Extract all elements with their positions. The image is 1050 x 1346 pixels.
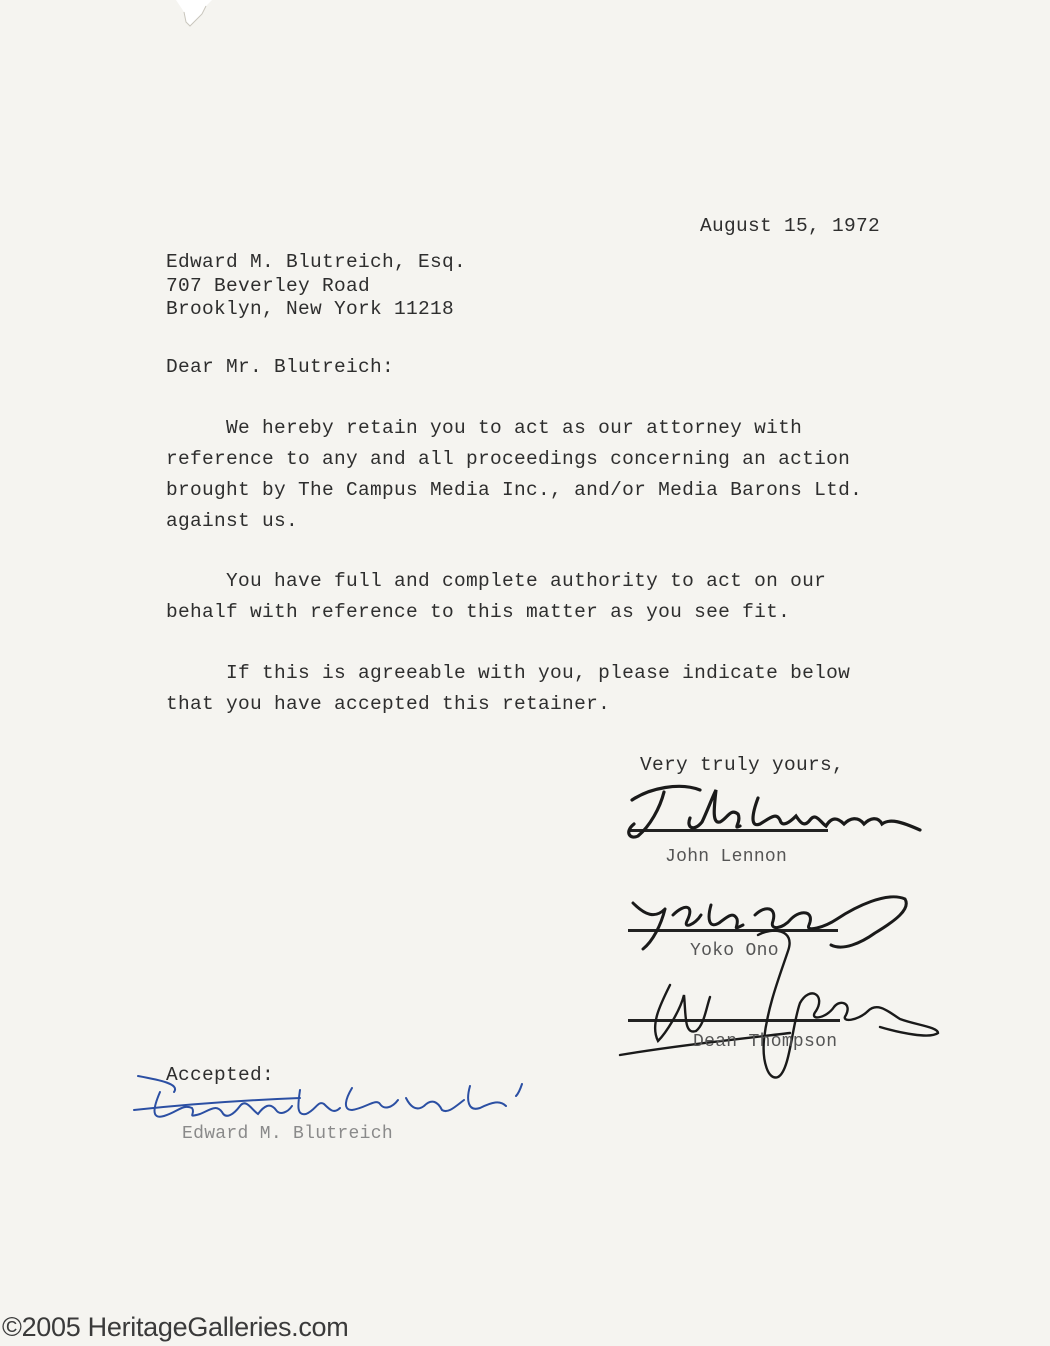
salutation: Dear Mr. Blutreich: [166, 356, 395, 378]
paragraph-line: If this is agreeable with you, please indicate below [166, 662, 851, 684]
paragraph-authority [166, 566, 906, 628]
letter-date: August 15, 1972 [700, 215, 881, 237]
paragraph-agreeable [166, 658, 906, 720]
signatory-name: Yoko Ono [690, 941, 779, 961]
paragraph-line: brought by The Campus Media Inc., and/or Media Barons Ltd. [166, 479, 863, 501]
closing: Very truly yours, [640, 754, 845, 776]
copyright-watermark: ©2005 HeritageGalleries.com [2, 1312, 349, 1342]
paragraph-line: that you have accepted this retainer. [166, 693, 611, 715]
accepted-label: Accepted: [166, 1064, 275, 1086]
paragraph-retain [166, 413, 906, 537]
address-line: Edward M. Blutreich, Esq. [166, 251, 467, 273]
signature-thompson [600, 915, 950, 1090]
paragraph-line: You have full and complete authority to act on our [166, 570, 827, 592]
signatory-name: John Lennon [665, 847, 788, 867]
paragraph-line: behalf with reference to this matter as you see fit. [166, 601, 791, 623]
recipient-address [166, 251, 466, 322]
signatory-name: Dean Thompson [693, 1032, 838, 1052]
address-line: 707 Beverley Road [166, 274, 371, 297]
signature-lennon [620, 778, 930, 848]
address-line: Brooklyn, New York 11218 [166, 298, 455, 320]
torn-corner [176, 0, 212, 28]
paragraph-line: reference to any and all proceedings concerning an action [166, 448, 851, 470]
paragraph-line: against us. [166, 510, 299, 532]
accepted-name: Edward M. Blutreich [182, 1124, 393, 1144]
paragraph-line: We hereby retain you to act as our attorney with [166, 417, 803, 439]
